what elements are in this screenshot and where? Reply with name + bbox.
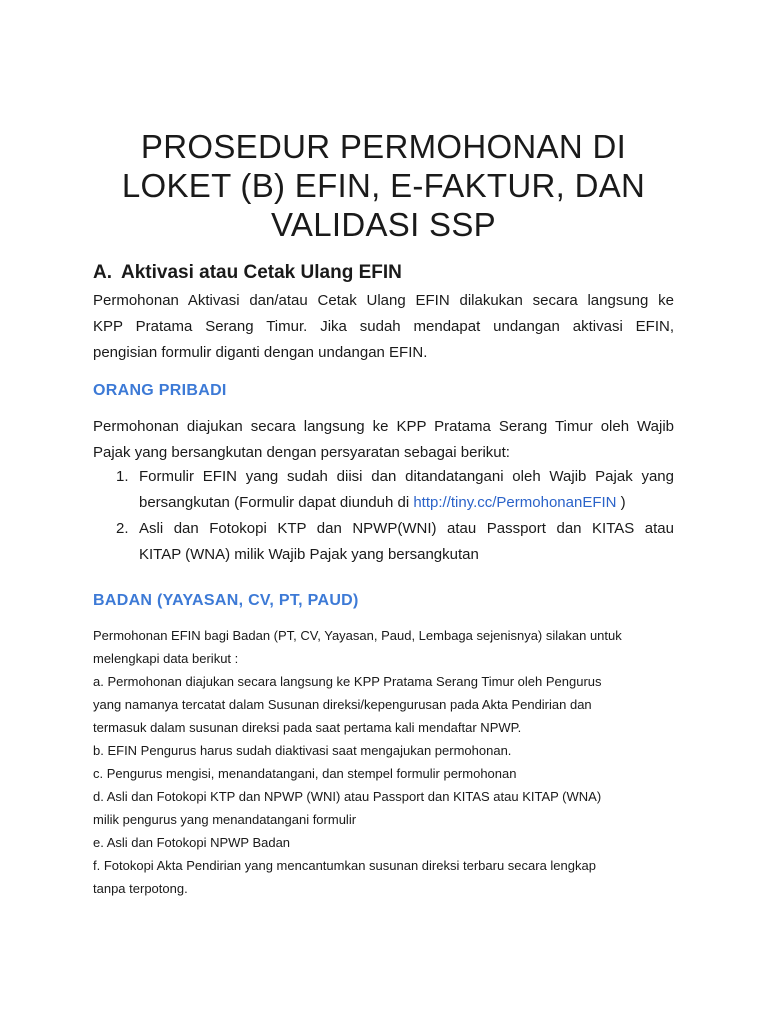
badan-line: termasuk dalam susunan direksi pada saat pertama kali mendaftar NPWP.	[93, 720, 522, 735]
section-a-line-2: KPP Pratama Serang Timur. Jika sudah mendapat undangan aktivasi EFIN,	[93, 318, 674, 335]
badan-body	[93, 624, 674, 900]
list-item	[93, 464, 674, 516]
list-item-number: 2.	[116, 520, 129, 537]
title-line-1: PROSEDUR PERMOHONAN DI	[140, 128, 627, 165]
list-item	[93, 516, 674, 568]
section-a-heading-text: Aktivasi atau Cetak Ulang EFIN	[121, 262, 402, 283]
orang-pribadi-list	[93, 464, 674, 568]
section-a-line-3: pengisian formulir diganti dengan undangan EFIN.	[93, 344, 428, 361]
orang-pribadi-intro	[93, 414, 674, 466]
orang-pribadi-intro-line-1: Permohonan diajukan secara langsung ke KPP Pratama Serang Timur oleh Wajib	[93, 418, 674, 435]
badan-line: tanpa terpotong.	[93, 881, 188, 896]
list-item-line: Formulir EFIN yang sudah diisi dan ditandatangani oleh Wajib Pajak yang	[139, 468, 674, 485]
permohonan-efin-link[interactable]: http://tiny.cc/PermohonanEFIN	[413, 494, 617, 511]
badan-line: a. Permohonan diajukan secara langsung ke KPP Pratama Serang Timur oleh Pengurus	[93, 674, 602, 689]
badan-line: Permohonan EFIN bagi Badan (PT, CV, Yayasan, Paud, Lembaga sejenisnya) silakan untuk	[93, 628, 622, 643]
list-item-line: Asli dan Fotokopi KTP dan NPWP(WNI) atau Passport dan KITAS atau	[139, 520, 674, 537]
section-a-heading	[93, 262, 402, 284]
badan-line: melengkapi data berikut :	[93, 651, 239, 666]
badan-line: e. Asli dan Fotokopi NPWP Badan	[93, 835, 291, 850]
title-line-2: LOKET (B) EFIN, E-FAKTUR, DAN	[121, 167, 646, 204]
orang-pribadi-intro-line-2: Pajak yang bersangkutan dengan persyaratan sebagai berikut:	[93, 444, 510, 461]
document-title	[93, 127, 674, 244]
list-item-line: KITAP (WNA) milik Wajib Pajak yang bersangkutan	[139, 546, 479, 563]
badan-line: d. Asli dan Fotokopi KTP dan NPWP (WNI) atau Passport dan KITAS atau KITAP (WNA)	[93, 789, 602, 804]
section-a-paragraph	[93, 288, 674, 366]
section-a-number: A.	[93, 262, 112, 283]
list-item-line	[139, 490, 674, 516]
badan-line: yang namanya tercatat dalam Susunan direksi/kepengurusan pada Akta Pendirian dan	[93, 697, 592, 712]
badan-line: b. EFIN Pengurus harus sudah diaktivasi saat mengajukan permohonan.	[93, 743, 512, 758]
orang-pribadi-heading: ORANG PRIBADI	[93, 382, 227, 399]
title-line-3: VALIDASI SSP	[271, 206, 496, 243]
section-a-line-1: Permohonan Aktivasi dan/atau Cetak Ulang EFIN dilakukan secara langsung ke	[93, 292, 674, 309]
badan-heading: BADAN (YAYASAN, CV, PT, PAUD)	[93, 592, 359, 609]
list-item-text: bersangkutan (Formulir dapat diunduh di	[139, 494, 414, 511]
badan-line: f. Fotokopi Akta Pendirian yang mencantumkan susunan direksi terbaru secara lengkap	[93, 858, 596, 873]
list-item-text: )	[616, 494, 626, 511]
badan-line: milik pengurus yang menandatangani formulir	[93, 812, 357, 827]
list-item-number: 1.	[116, 468, 129, 485]
badan-line: c. Pengurus mengisi, menandatangani, dan stempel formulir permohonan	[93, 766, 517, 781]
